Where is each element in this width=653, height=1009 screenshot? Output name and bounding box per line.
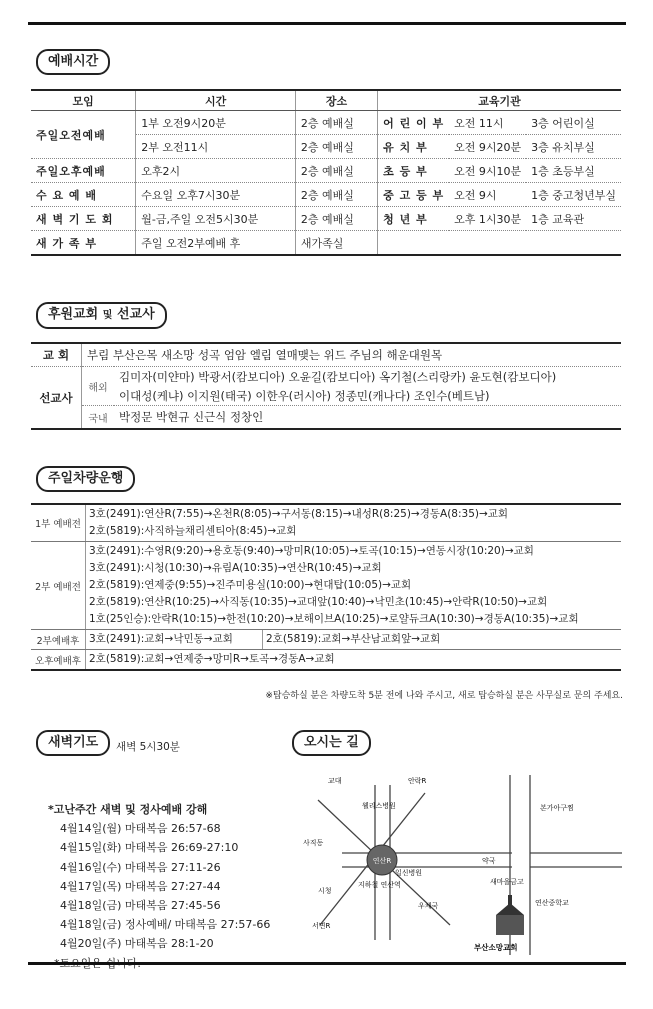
- top-rule: [28, 22, 626, 25]
- bus-title: 주일차량운행: [36, 466, 135, 492]
- map-label-yeonsan-mid: 연산중학교: [535, 899, 569, 907]
- map-label-welless: 웰리스병원: [362, 802, 396, 810]
- col-header-edu: 교육기관: [378, 90, 621, 111]
- edu-time: 오후 1시30분: [449, 207, 526, 231]
- support-title-c: 선교사: [116, 307, 155, 322]
- edu-name: 유 치 부: [378, 135, 450, 159]
- meeting-name: 수 요 예 배: [31, 183, 136, 207]
- col-header-time: 시간: [136, 90, 296, 111]
- prayer-title: 새벽기도: [36, 730, 110, 756]
- map-label-church: 부산소망교회: [474, 943, 518, 952]
- bus-route: 2호(5819):교회→연제중→망미R→토곡→경동A→교회: [89, 653, 335, 665]
- support-title-b: 및: [102, 310, 113, 321]
- overseas-line-1: 김미자(미얀마) 박광서(캄보디아) 오윤길(캄보디아) 옥기철(스리랑카) 윤도현(캄보디아): [119, 369, 557, 384]
- map-label-sajik: 사직동: [303, 839, 324, 847]
- overseas-line-2: 이대성(케냐) 이지원(태국) 이한우(러시아) 정종민(캐나다) 조인수(베트남): [114, 386, 621, 406]
- worship-table: [31, 89, 621, 256]
- map-label-post: 우체국: [418, 902, 439, 910]
- prayer-item: 4월18일(금) 정사예배/ 마태복음 27:57-66: [60, 918, 271, 932]
- meeting-place: 2층 예배실: [295, 135, 377, 159]
- bus-route: 3호(2491):시청(10:30)→유림A(10:35)→연산R(10:45)→교회: [89, 562, 382, 574]
- church-icon: [496, 895, 524, 935]
- overseas-label: 해외: [82, 367, 115, 406]
- missionary-label: 선교사: [31, 367, 82, 430]
- meeting-name: 주일오전예배: [31, 111, 136, 159]
- prayer-item: 4월20일(주) 마태복음 28:1-20: [60, 937, 214, 951]
- prayer-list: [48, 800, 270, 973]
- bus-route: 3호(2491):연산R(7:55)→온천R(8:05)→구서동(8:15)→내성R(8:25)→경동A(8:35)→교회: [89, 508, 509, 520]
- meeting-place: 새가족실: [295, 231, 377, 256]
- church-label: 교 회: [31, 343, 82, 367]
- prayer-item: 4월15일(화) 마태복음 26:69-27:10: [60, 841, 239, 855]
- bus-route: 3호(2491):수영R(9:20)→용호동(9:40)→망미R(10:05)→토곡(10:15)→연동시장(10:20)→교회: [89, 545, 534, 557]
- map-label-ilsin: 일신병원: [395, 869, 423, 877]
- bus-route: 2호(5819):사직하늘채리센티아(8:45)→교회: [89, 525, 297, 537]
- bus-group-label: 1부 예배전: [31, 504, 86, 542]
- meeting-place: 2층 예배실: [295, 159, 377, 183]
- edu-place: 3층 유치부실: [526, 135, 621, 159]
- meeting-name: 새 가 족 부: [31, 231, 136, 256]
- meeting-time: 월-금,주일 오전5시30분: [136, 207, 296, 231]
- edu-empty: [526, 231, 621, 256]
- support-title-a: 후원교회: [48, 307, 99, 322]
- church-list: 부림 부산은목 새소망 성곡 엄암 엘림 열매맺는 위드 주님의 해운대원목: [82, 343, 622, 367]
- map-label-gyodae: 교대: [328, 777, 342, 785]
- prayer-heading: *고난주간 새벽 및 정사예배 강해: [48, 803, 208, 816]
- bus-pm: [86, 650, 622, 671]
- edu-place: 1층 초등부실: [526, 159, 621, 183]
- edu-name: 어 린 이 부: [378, 111, 450, 135]
- meeting-time: 수요일 오후7시30분: [136, 183, 296, 207]
- edu-name: 초 등 부: [378, 159, 450, 183]
- support-title: [36, 302, 167, 329]
- meeting-place: 2층 예배실: [295, 111, 377, 135]
- edu-empty: [449, 231, 526, 256]
- map-label-sicheong: 시청: [318, 887, 332, 895]
- bus-route: 2호(5819):연산R(10:25)→사직동(10:35)→교대앞(10:40)→낙민초(10:45)→안락R(10:50)→교회: [89, 596, 548, 608]
- map-label-seomyeon: 서면R: [312, 922, 331, 930]
- col-header-meeting: 모임: [31, 90, 136, 111]
- edu-name: 중 고 등 부: [378, 183, 450, 207]
- bus-table: [31, 503, 621, 671]
- edu-place: 1층 중고청년부실: [526, 183, 621, 207]
- prayer-item: 4월18일(금) 마태복음 27:45-56: [60, 899, 221, 913]
- support-table: [31, 342, 621, 430]
- bus-after2-label: 2부예배후: [31, 630, 86, 650]
- prayer-item: 4월16일(수) 마태복음 27:11-26: [60, 860, 221, 874]
- meeting-time: 1부 오전9시20분: [136, 111, 296, 135]
- edu-time: 오전 11시: [449, 111, 526, 135]
- col-header-place: 장소: [295, 90, 377, 111]
- edu-empty: [378, 231, 450, 256]
- map-label-subway: 지하철 연산역: [358, 881, 401, 889]
- bus-note: ※탑승하실 분은 차량도착 5분 전에 나와 주시고, 새로 탑승하실 분은 사무실로 문의 주세요.: [265, 691, 623, 701]
- edu-time: 오전 9시20분: [449, 135, 526, 159]
- meeting-time: 2부 오전11시: [136, 135, 296, 159]
- map-label-yakguk: 약국: [482, 857, 496, 865]
- map-label-bongaga: 본가아구찜: [540, 804, 574, 812]
- bus-pm-label: 오후예배후: [31, 650, 86, 671]
- edu-place: 1층 교육관: [526, 207, 621, 231]
- meeting-name: 새 벽 기 도 회: [31, 207, 136, 231]
- domestic-list: 박정문 박현규 신근식 정창인: [114, 406, 621, 430]
- edu-name: 청 년 부: [378, 207, 450, 231]
- bus-group-lines: [86, 504, 622, 542]
- map-label-saemaeul: 새마을금고: [490, 878, 524, 886]
- prayer-item: 4월17일(목) 마태복음 27:27-44: [60, 879, 221, 893]
- bus-group-label: 2부 예배전: [31, 542, 86, 630]
- edu-time: 오전 9시10분: [449, 159, 526, 183]
- directions-map: [300, 765, 622, 960]
- meeting-place: 2층 예배실: [295, 207, 377, 231]
- map-label-anrak: 안락R: [408, 777, 427, 785]
- bus-route: 2호(5819):연제중(9:55)→진주미용실(10:00)→현대탑(10:05)→교회: [89, 579, 412, 591]
- bus-group-lines: [86, 542, 622, 630]
- bus-after2-b: [263, 630, 622, 650]
- prayer-item: 4월14일(월) 마태복음 26:57-68: [60, 822, 221, 836]
- bus-route: 2호(5819):교회→부산남교회앞→교회: [266, 633, 441, 645]
- domestic-label: 국내: [82, 406, 115, 430]
- meeting-time: 오후2시: [136, 159, 296, 183]
- bottom-rule: [28, 962, 626, 965]
- worship-title: 예배시간: [36, 49, 110, 75]
- meeting-time: 주일 오전2부예배 후: [136, 231, 296, 256]
- directions-title: 오시는 길: [292, 730, 371, 756]
- edu-place: 3층 어린이실: [526, 111, 621, 135]
- bus-route: 1호(25인승):안락R(10:15)→한전(10:20)→보해이브A(10:25)→로얄듀크A(10:30)→경동A(10:35)→교회: [89, 613, 579, 625]
- bus-route: 3호(2491):교회→낙민동→교회: [89, 633, 233, 645]
- map-label-yeonsan: 연산R: [372, 857, 392, 865]
- edu-time: 오전 9시: [449, 183, 526, 207]
- prayer-subtitle: 새벽 5시30분: [116, 741, 180, 753]
- meeting-name: 주일오후예배: [31, 159, 136, 183]
- meeting-place: 2층 예배실: [295, 183, 377, 207]
- bus-after2-a: [86, 630, 263, 650]
